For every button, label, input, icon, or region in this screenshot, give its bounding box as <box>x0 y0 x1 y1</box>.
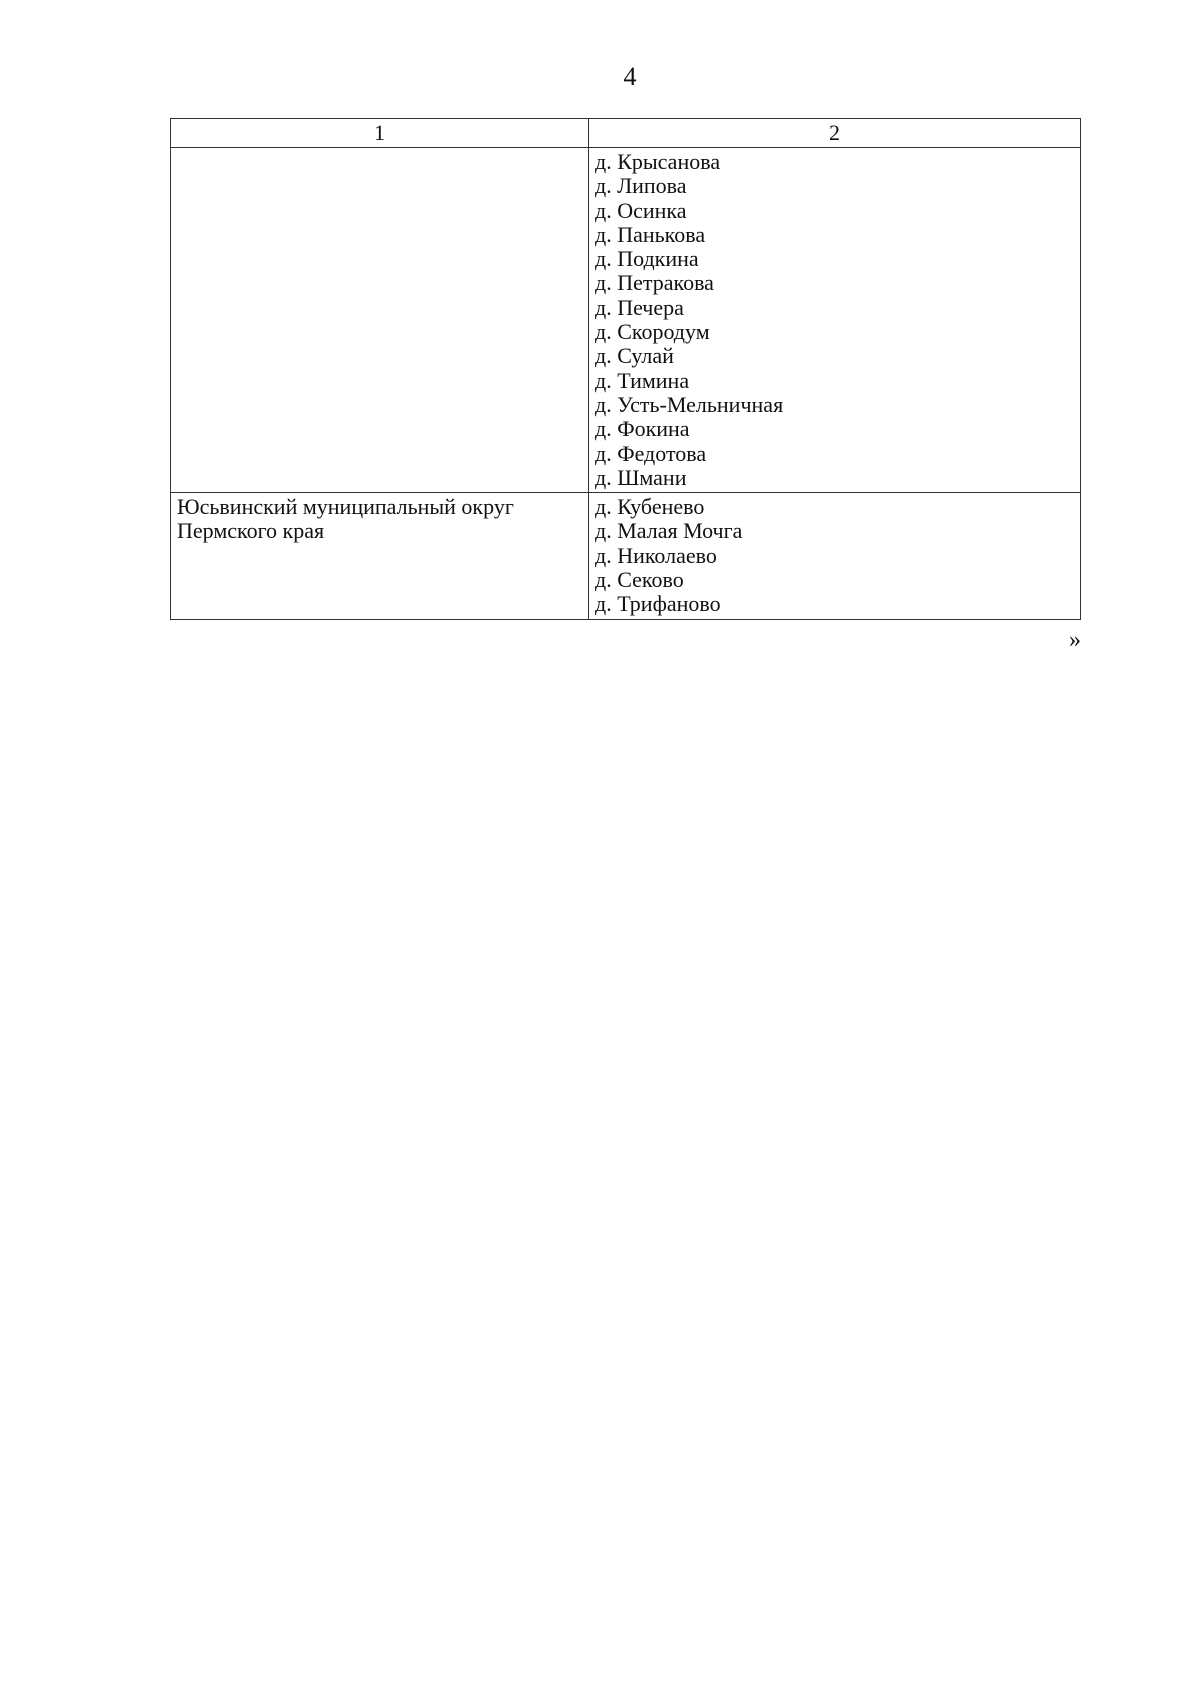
settlements-table <box>170 118 1081 620</box>
region-cell <box>171 493 589 619</box>
village-item: д. Фокина <box>595 416 690 442</box>
table-row <box>171 148 1081 493</box>
village-item: д. Малая Мочга <box>595 518 743 544</box>
village-item: д. Панькова <box>595 221 706 247</box>
village-item: д. Сулай <box>595 343 674 369</box>
village-item: д. Осинка <box>595 197 687 223</box>
column-header-2: 2 <box>589 119 1081 148</box>
village-item: д. Николаево <box>595 542 717 568</box>
village-item: д. Федотова <box>595 440 707 466</box>
table-row <box>171 493 1081 619</box>
village-item: д. Подкина <box>595 246 699 272</box>
village-item: д. Петракова <box>595 270 714 296</box>
village-item: д. Крысанова <box>595 149 721 174</box>
village-item: д. Липова <box>595 173 687 199</box>
table-header-row <box>171 119 1081 148</box>
village-item: д. Шмани <box>595 464 687 490</box>
closing-quote: » <box>1069 627 1081 653</box>
villages-cell <box>589 148 1081 493</box>
village-item: д. Трифаново <box>595 591 721 617</box>
village-item: д. Скородум <box>595 319 710 345</box>
village-item: д. Печера <box>595 294 684 320</box>
village-item: д. Кубенево <box>595 494 705 520</box>
region-cell <box>171 148 589 493</box>
column-header-1: 1 <box>171 119 589 148</box>
village-item: д. Усть-Мельничная <box>595 391 784 417</box>
village-item: д. Тимина <box>595 367 690 393</box>
page-number: 4 <box>623 62 637 91</box>
village-item: д. Секово <box>595 567 684 593</box>
villages-cell <box>589 493 1081 619</box>
region-name: Юсьвинский муниципальный округ Пермского края <box>177 494 514 544</box>
